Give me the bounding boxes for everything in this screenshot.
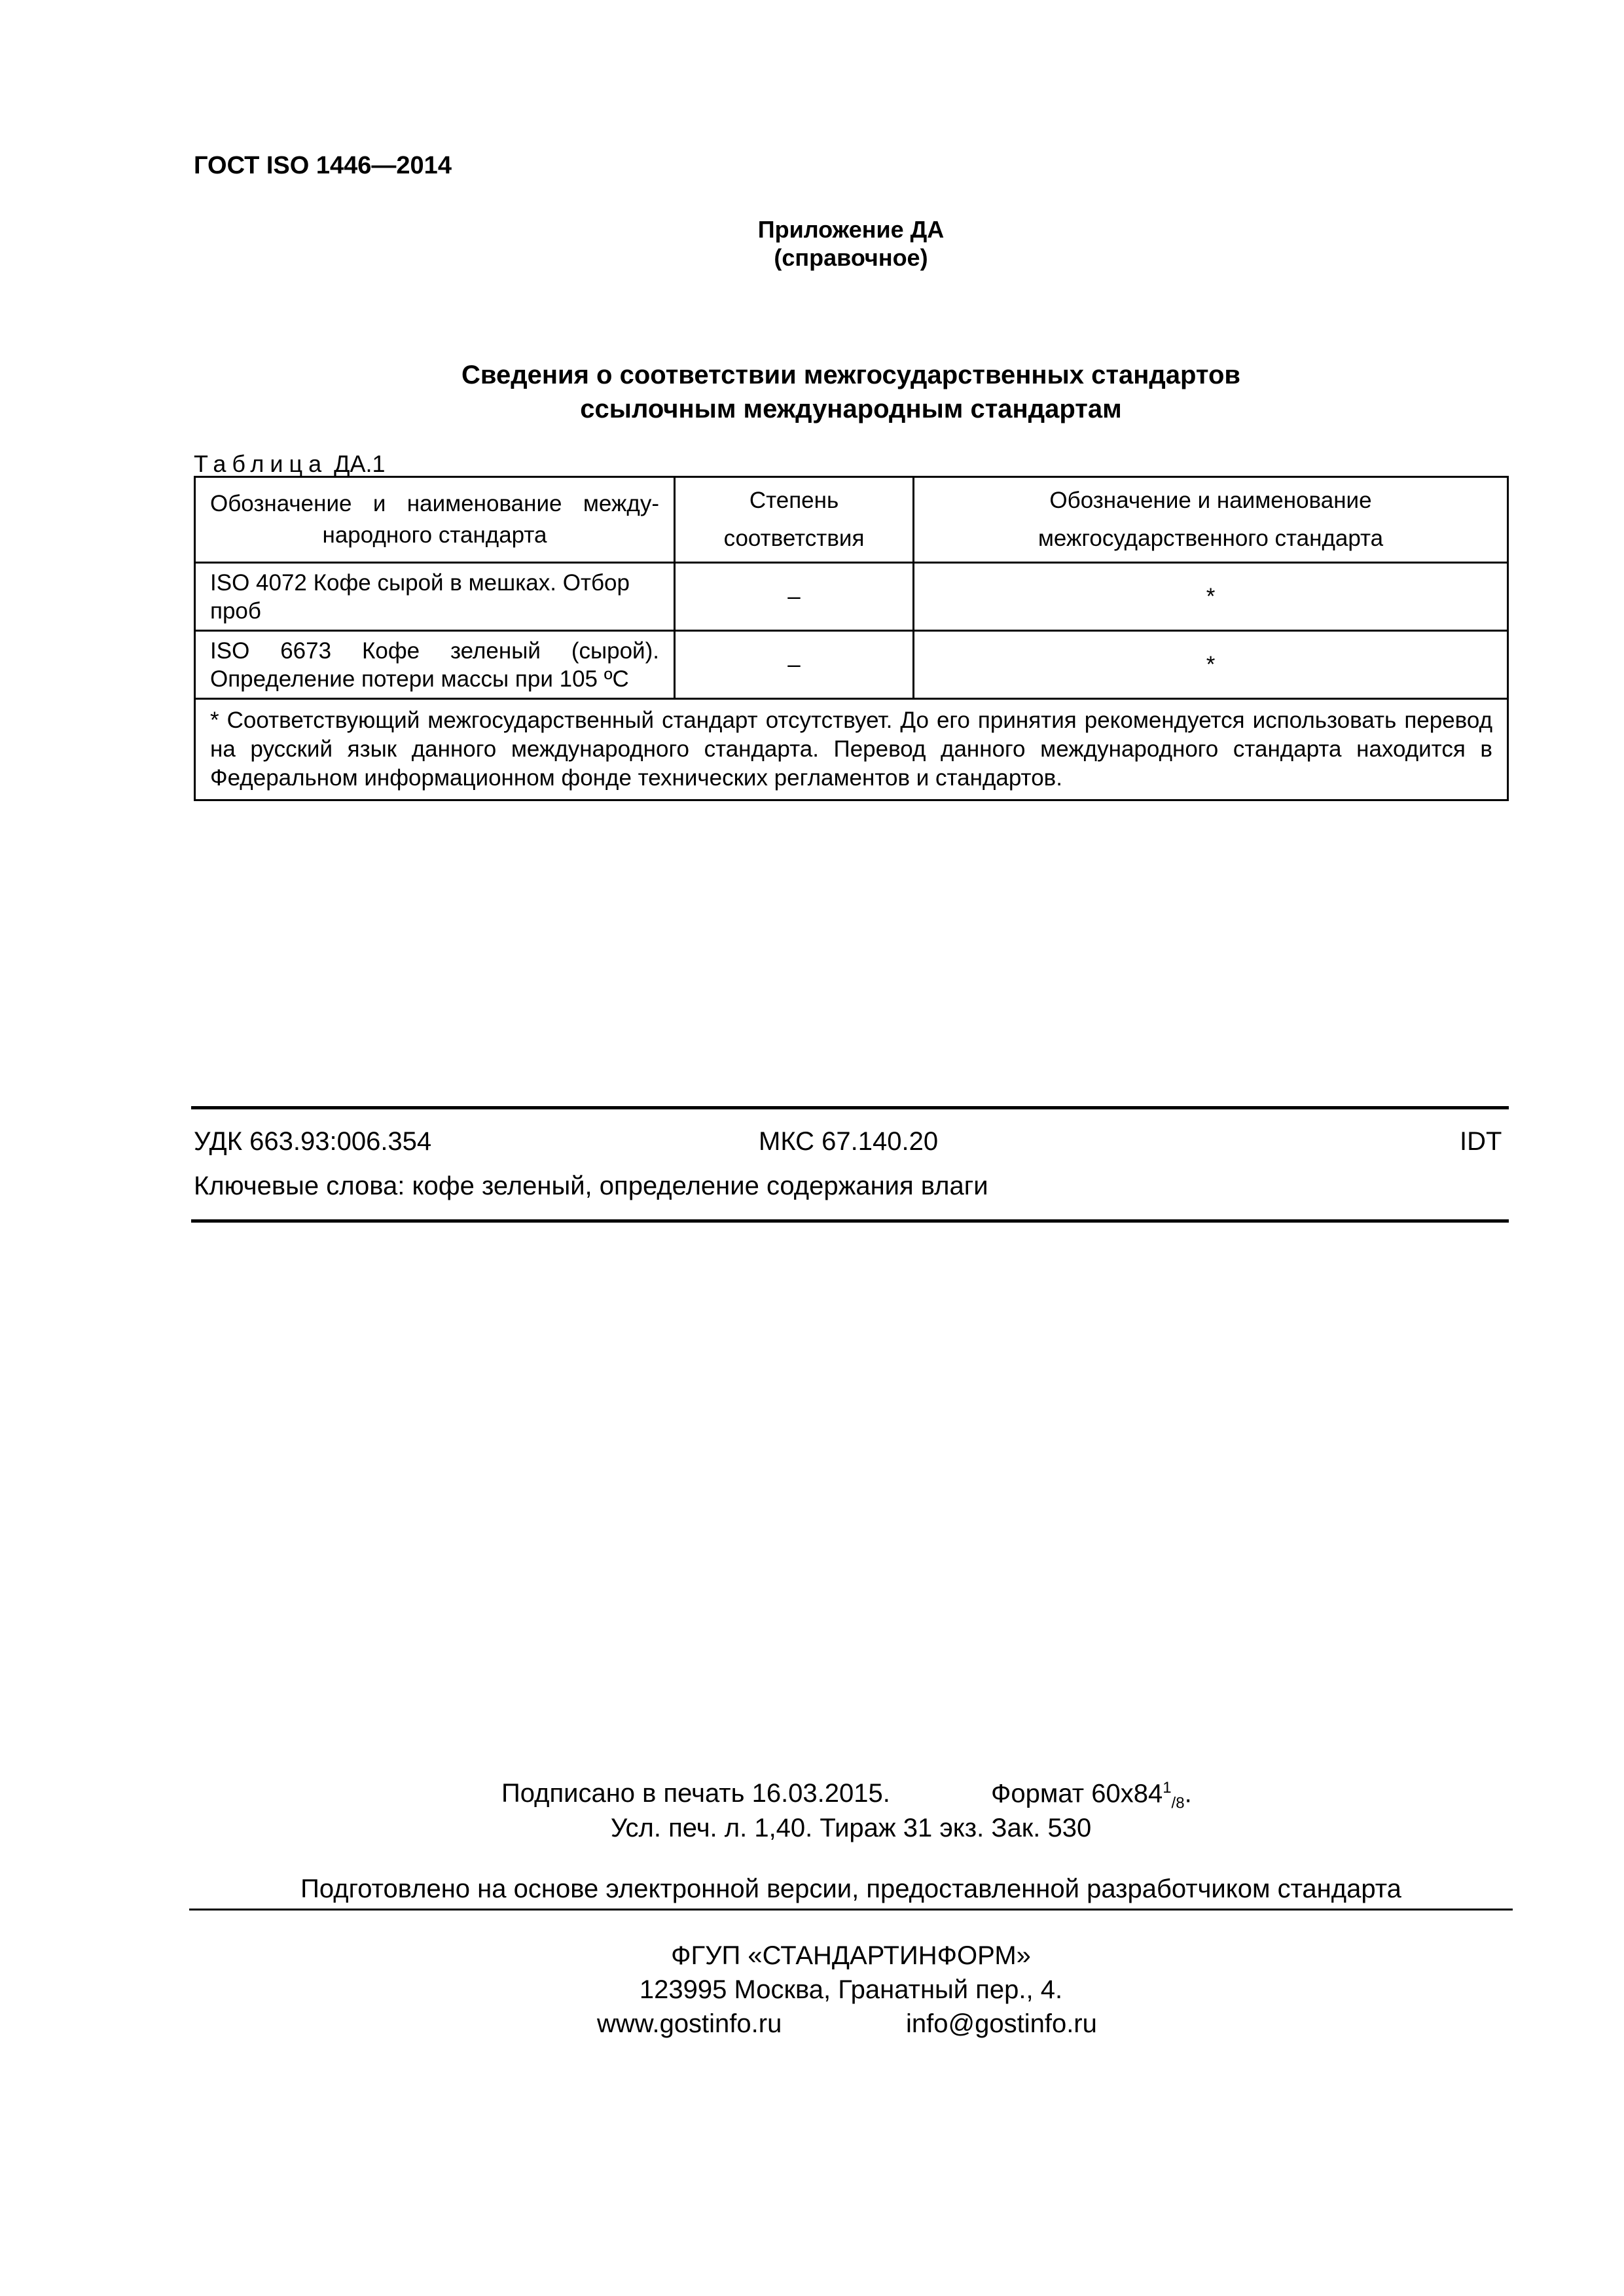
prepared-note: Подготовлено на основе электронной версии, предоставленной разработчиком стандарта	[300, 1874, 1401, 1903]
cell-degree: –	[675, 631, 914, 699]
format-prefix: Формат 60x84	[991, 1779, 1163, 1808]
table-row	[195, 631, 1508, 699]
degree-code: IDT	[1460, 1127, 1502, 1156]
header-col2-line2: соответствия	[723, 526, 865, 551]
divider-top	[191, 1106, 1509, 1109]
annex-type: (справочное)	[774, 244, 928, 271]
format-numerator: 1	[1163, 1779, 1172, 1797]
format-denominator: /8	[1171, 1794, 1185, 1812]
header-degree	[675, 477, 914, 563]
publisher-website-link[interactable]: www.gostinfo.ru	[597, 2009, 782, 2038]
table-note-row	[195, 699, 1508, 800]
header-col3-line1: Обозначение и наименование	[1049, 488, 1372, 513]
cell-interstate-standard: *	[914, 631, 1508, 699]
publisher-name: ФГУП «СТАНДАРТИНФОРМ»	[671, 1941, 1031, 1970]
header-col3-line2: межгосударственного стандарта	[1038, 526, 1384, 551]
keywords: Ключевые слова: кофе зеленый, определение содержания влаги	[194, 1172, 988, 1200]
imprint-divider	[189, 1909, 1513, 1910]
table-caption	[194, 450, 386, 478]
print-info: Усл. печ. л. 1,40. Тираж 31 экз. Зак. 530	[610, 1814, 1092, 1842]
header-col1-line1: Обозначение и наименование между-	[210, 491, 659, 516]
publisher-email-link[interactable]: info@gostinfo.ru	[906, 2009, 1097, 2038]
header-col2-line1: Степень	[749, 488, 839, 513]
header-col1-line2: народного стандарта	[322, 522, 547, 548]
correspondence-table	[194, 476, 1509, 801]
table-caption-prefix: Таблица	[194, 450, 328, 477]
section-title-line1: Сведения о соответствии межгосударственных стандартов	[461, 361, 1240, 389]
cell-international-standard: ISO 4072 Кофе сырой в мешках. Отбор проб	[195, 563, 675, 631]
table-caption-id: ДА.1	[327, 450, 386, 477]
format-suffix: .	[1184, 1779, 1192, 1808]
mks-code: МКС 67.140.20	[759, 1127, 939, 1156]
signed-to-print: Подписано в печать 16.03.2015.	[501, 1779, 890, 1808]
publisher-address: 123995 Москва, Гранатный пер., 4.	[639, 1975, 1063, 2004]
section-title-line2: ссылочным международным стандартам	[580, 395, 1122, 423]
divider-bottom	[191, 1219, 1509, 1223]
table-row	[195, 563, 1508, 631]
header-interstate-standard	[914, 477, 1508, 563]
cell-interstate-standard: *	[914, 563, 1508, 631]
table-footnote: * Соответствующий межгосударственный стандарт отсутствует. До его принятия рекомендуется использовать перевод на русский язык данного международного стандарта. Перевод данного международного стандарта находится в Федеральном информационном фонде технических регламентов и стандартов.	[195, 699, 1508, 800]
cell-degree: –	[675, 563, 914, 631]
cell-line1: ISO 6673 Кофе зеленый (сырой).	[210, 637, 659, 664]
table-header-row	[195, 477, 1508, 563]
udk-code: УДК 663.93:006.354	[194, 1127, 432, 1156]
document-code: ГОСТ ISO 1446—2014	[194, 152, 452, 179]
cell-line2: Определение потери массы при 105 ºС	[210, 666, 629, 692]
paper-format	[991, 1779, 1192, 1812]
annex-title: Приложение ДА	[757, 216, 945, 243]
header-international-standard	[195, 477, 675, 563]
cell-international-standard	[195, 631, 675, 699]
